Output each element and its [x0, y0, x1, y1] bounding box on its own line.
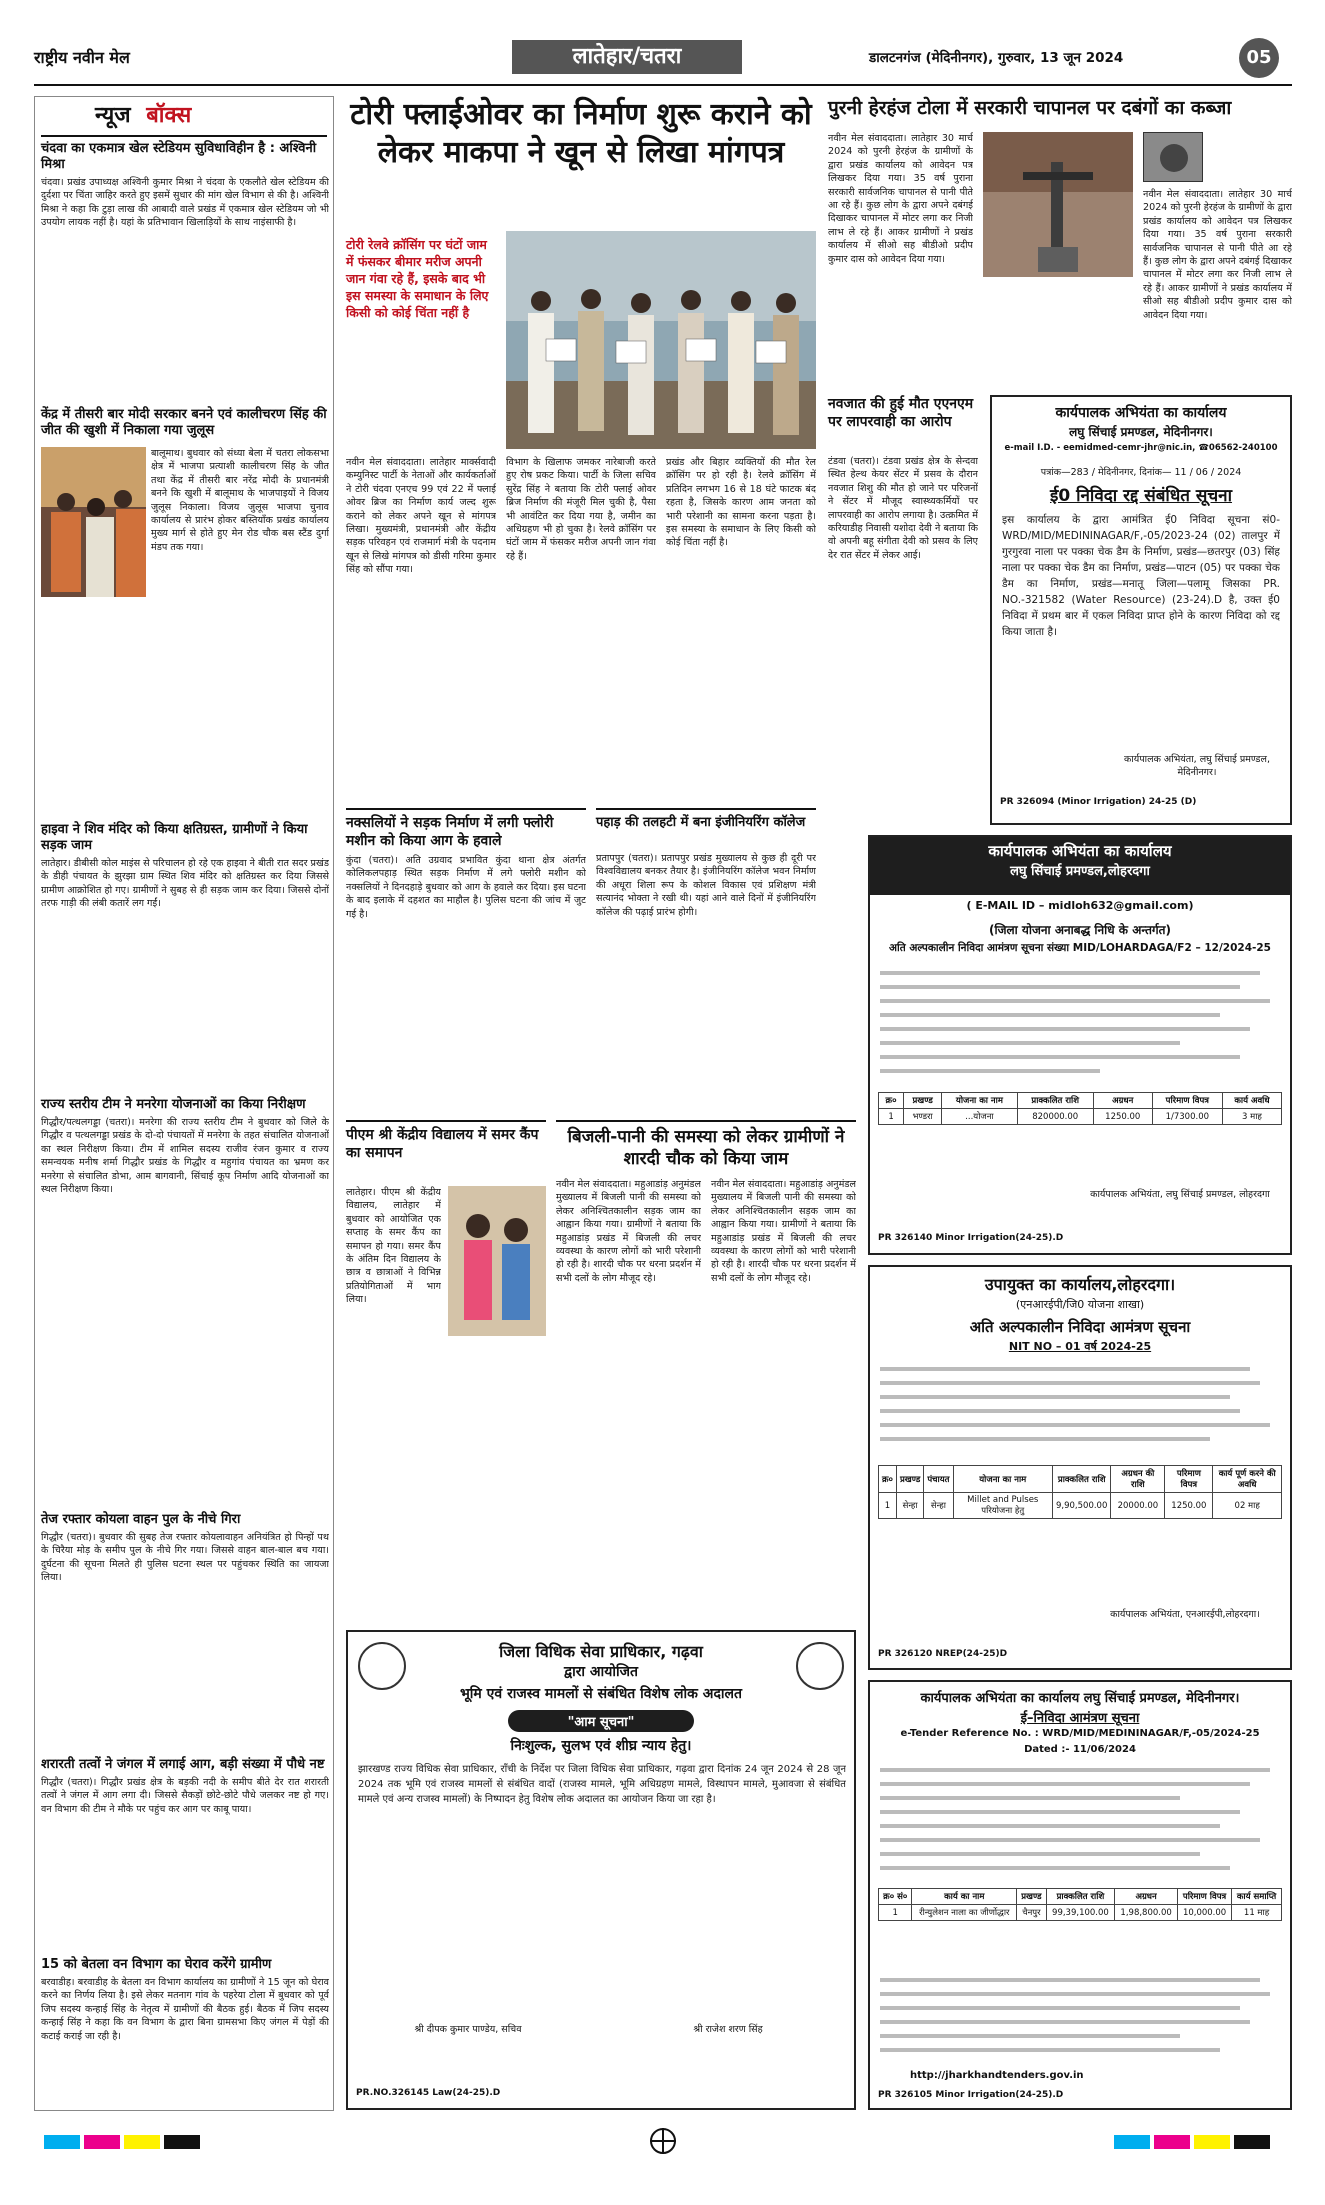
swatch-yellow [1194, 2135, 1230, 2149]
news-item-3 [41, 822, 329, 1082]
story-college-body: प्रतापपुर (चतरा)। प्रतापपुर प्रखंड मुख्यालय से कुछ ही दूरी पर विश्वविद्यालय बनकर तैयार है। इंजीनियरिंग कॉलेज भवन निर्माण की अधूरा शिला रूप के कोशल विकास एवं प्रशिक्षण मंत्री सत्यानंद भोक्ता ने रखी थी। यहां आने वाले दिनों में इंजीनियरिंग कॉलेज की पढ़ाई प्रारंभ होगी। [596, 853, 816, 918]
ad3-pr: PR 326120 NREP(24-25)D [878, 1649, 1008, 1659]
ad2-td: 1250.00 [1093, 1109, 1152, 1125]
ad2-lines [880, 965, 1280, 1085]
news-item-body: लातेहार। डीबीसी कोल माइंस से परिचालन हो रहे एक हाइवा ने बीती रात सदर प्रखंड के डीही पंचायत के झुरझा ग्राम स्थित शिव मंदिर को क्षतिग्रस्त कर दिया जिससे ग्रामीण आक्रोशित हो गए। ग्रामीणों ने सुबह से ही सड़क जाम कर दिया। जिससे दोनों तरफ गाड़ी की लंबी कतारें लग गईं। [41, 858, 329, 910]
ad2-text-lines [880, 965, 1280, 1085]
ad3-td: 9,90,500.00 [1053, 1493, 1111, 1519]
chapanal-photo [983, 132, 1133, 277]
story-college [596, 808, 816, 1108]
ad5-th: कार्य का नाम [912, 1889, 1017, 1905]
ad2-td: भण्डरा [904, 1109, 942, 1125]
ad2-th: प्राक्कलित राशि [1017, 1093, 1093, 1109]
ad1-patrank: पत्रांक—283 / मेदिनीनगर, दिनांक— 11 / 06 / 2024 [1040, 467, 1242, 478]
ad3-table [878, 1465, 1282, 1519]
ad2-th: योजना का नाम [942, 1093, 1017, 1109]
news-item-head: हाइवा ने शिव मंदिर को किया क्षतिग्रस्त, ग्रामीणों ने किया सड़क जाम [41, 822, 308, 853]
story-newborn-body: टंडवा (चतरा)। टंडवा प्रखंड क्षेत्र के सेन्दवा स्थित हेल्थ केयर सेंटर में प्रसव के दौरान नवजात शिशु की मौत हो जाने पर परिजनों ने सेंटर में मौजूद स्वास्थ्यकर्मियों पर लापरवाही का आरोप लगाया है। उत्क्रमित में करियाडीह निवासी यशोदा देवी ने बताया कि वो अपनी बहू संगीता देवी को प्रसव के लिए देर रात सेंटर में लेकर आई। [828, 456, 978, 561]
ad4-sign-2: श्री राजेश शरण सिंह [693, 2024, 763, 2035]
ad4-notice-label: "आम सूचना" [508, 1710, 694, 1732]
ad3-th: अग्रधन की राशि [1111, 1466, 1165, 1493]
ad4-tagline: निःशुल्क, सुलभ एवं शीघ्र न्याय हेतु। [510, 1738, 692, 1754]
ad1-pr: PR 326094 (Minor Irrigation) 24-25 (D) [1000, 797, 1197, 807]
news-item-6 [41, 1757, 329, 1947]
swatch-magenta [84, 2135, 120, 2149]
masthead [34, 38, 1292, 86]
news-item-7 [41, 1957, 329, 2107]
ad3-nit: NIT NO – 01 वर्ष 2024-25 [1008, 1340, 1152, 1353]
masthead-rule [34, 84, 1292, 86]
ad4-pr: PR.NO.326145 Law(24-25).D [356, 2088, 501, 2098]
ad3-td: सेन्हा [924, 1493, 953, 1519]
ad5-td: रीन्युलेशन नाला का जीर्णोद्धार [912, 1905, 1017, 1921]
ad5-td: चैनपुर [1017, 1905, 1046, 1921]
ad3-title: अति अल्पकालीन निविदा आमंत्रण सूचना [969, 1318, 1191, 1336]
ad4-sign-1: श्री दीपक कुमार पाण्डेय, सचिव [414, 2024, 522, 2035]
ad3-th: कार्य पूर्ण करने की अवधि [1213, 1466, 1282, 1493]
ad5-td: 99,39,100.00 [1046, 1905, 1115, 1921]
ad2-pr: PR 326140 Minor Irrigation(24-25).D [878, 1233, 1064, 1243]
page-number: 05 [1239, 38, 1279, 78]
ad-e-tender [868, 1680, 1292, 2110]
story-electricity-headline: बिजली-पानी की समस्या को लेकर ग्रामीणों ने शारदी चौक को किया जाम [567, 1127, 845, 1169]
ad3-th: योजना का नाम [953, 1466, 1052, 1493]
paper-name: राष्ट्रीय नवीन मेल [34, 48, 130, 67]
ad-lohardaga-tender [868, 835, 1292, 1255]
ad2-th: परिमाण विपत्र [1152, 1093, 1222, 1109]
story-summer-camp-headline: पीएम श्री केंद्रीय विद्यालय में समर कैंप का समापन [346, 1127, 539, 1161]
ad5-th: अग्रधन [1115, 1889, 1178, 1905]
ad2-td: ...योजना [942, 1109, 1017, 1125]
ad2-sub: लघु सिंचाई प्रमण्डल,लोहरदगा [1010, 864, 1150, 879]
ad3-th: पंचायत [924, 1466, 953, 1493]
section-title: लातेहार/चतरा [512, 40, 742, 74]
swatch-cyan [1114, 2135, 1150, 2149]
ad5-dated: Dated :- 11/06/2024 [1024, 1744, 1136, 1755]
ad5-th: कार्य समाप्ति [1232, 1889, 1282, 1905]
news-item-body: गिद्धौर (चतरा)। बुधवार की सुबह तेज रफ्तार कोयलावाहन अनियंत्रित हो पिन्हों पथ के चिरैया मोड़ के समीप पुल के नीचे गिर गया। जिससे वाहन बाल-बाल बच गया। दुर्घटना की सूचना मिलते ही पुलिस घटना स्थल पर पहुंचकर स्थिति का जायजा लिया। [41, 1532, 329, 1584]
pump-inset-photo [1143, 132, 1203, 182]
ad3-dept: उपायुक्त का कार्यालय,लोहरदगा। [984, 1275, 1176, 1294]
ad3-lines [880, 1361, 1280, 1461]
news-box-title-right: बॉक्स [146, 103, 192, 128]
story-naxal [346, 808, 586, 1108]
story-naxal-body: कुंदा (चतरा)। अति उग्रवाद प्रभावित कुंदा थाना क्षेत्र अंतर्गत कोलिकलपहाड़ स्थित सड़क निर्माण में लगे फ्लोरी मशीन को नक्सलियों ने दिनदहाड़े बुधवार को आग के हवाले कर दिया। इस घटना के बाद इलाके में दहशत का माहौल है। पुलिस घटना की जांच में जुट गई है। [346, 855, 586, 920]
ad3-td: 20000.00 [1111, 1493, 1165, 1519]
pump-inset-image [1144, 133, 1203, 182]
news-item-4 [41, 1097, 329, 1497]
ad2-th: अग्रधन [1093, 1093, 1152, 1109]
ad5-pr: PR 326105 Minor Irrigation(24-25).D [878, 2090, 1064, 2100]
ad2-td: 820000.00 [1017, 1109, 1093, 1125]
ad2-td: 1/7300.00 [1152, 1109, 1222, 1125]
story-electricity-body-2: नवीन मेल संवाददाता। महुआडांड़ अनुमंडल मुख्यालय में बिजली पानी की समस्या को लेकर अनिश्चितकालीन सड़क जाम का आह्वान किया गया। ग्रामीणों ने बताया कि महुआडांड़ प्रखंड में बिजली की लचर व्यवस्था के कारण लोगों को भारी परेशानी हो रही है। शारदी चौक पर धरना प्रदर्शन में सभी दलों के लोग मौजूद रहे। [711, 1179, 856, 1284]
ad-cancel-notice [990, 395, 1292, 825]
news-item-head: तेज रफ्तार कोयला वाहन पुल के नीचे गिरा [41, 1512, 241, 1527]
news-box-title [95, 101, 191, 131]
registration-mark-icon [650, 2128, 676, 2154]
ad2-email: ( E-MAIL ID – midloh632@gmail.com) [966, 899, 1194, 912]
story-chapanal [828, 96, 1292, 386]
rally-photo-image [41, 447, 146, 597]
ad3-td: 02 माह [1213, 1493, 1282, 1519]
rally-photo [41, 447, 146, 597]
ad2-th: प्रखण्ड [904, 1093, 942, 1109]
ad2-sign: कार्यपालक अभियंता, लघु सिंचाई प्रमण्डल, लोहरदगा [1090, 1189, 1270, 1200]
swatch-black [1234, 2135, 1270, 2149]
ad4-line3: भूमि एवं राजस्व मामलों से संबंधित विशेष लोक अदालत [459, 1686, 743, 1702]
lead-body-col-1: नवीन मेल संवाददाता। लातेहार मार्क्सवादी कम्युनिस्ट पार्टी के नेताओं और कार्यकर्ताओं ने टोरी चंदवा एनएच 99 एवं 22 में फ्लाई ओवर ब्रिज का निर्माण कार्य जल्द शुरू कराने को लेकर अपने खून से मांगपत्र लिखा। मुख्यमंत्री, प्रधानमंत्री और केंद्रीय सड़क परिवहन एवं राजमार्ग मंत्री के पदनाम खून से लिखे मांगपत्र को डीसी गरिमा कुमार सिंह को सौंपा गया। [346, 457, 496, 576]
story-chapanal-body-2: नवीन मेल संवाददाता। लातेहार 30 मार्च 2024 को पुरनी हेरहंज के ग्रामीणों के द्वारा प्रखंड कार्यालय को आवेदन पत्र लिखकर दिया गया। 35 वर्ष पुराना सरकारी सार्वजनिक चापानल से पानी पीते आ रहे हैं। कुछ लोग के द्वारा अपने दबंगई दिखाकर चापानल में मोटर लगा कर निजी लाभ ले रहे हैं। आकर ग्रामीणों ने प्रखंड कार्यालय में सीओ सह बीडीओ प्रदीप कुमार दास को आवेदन दिया गया। [1143, 189, 1292, 321]
ad5-th: परिमाण विपत्र [1178, 1889, 1232, 1905]
ad-nrep-tender [868, 1265, 1292, 1670]
news-box-rule [41, 135, 327, 137]
ad3-td: सेन्हा [896, 1493, 923, 1519]
story-college-headline: पहाड़ की तलहटी में बना इंजीनियरिंग कॉलेज [596, 815, 806, 830]
ad2-th: क्र० [879, 1093, 904, 1109]
ad1-title: ई0 निविदा रद्द संबंधित सूचना [1049, 486, 1233, 506]
ad2-dept: कार्यपालक अभियंता का कार्यालय [988, 842, 1172, 860]
swatch-black [164, 2135, 200, 2149]
ad3-text-lines [880, 1361, 1280, 1461]
story-chapanal-body: नवीन मेल संवाददाता। लातेहार 30 मार्च 2024 को पुरनी हेरहंज के ग्रामीणों के द्वारा प्रखंड कार्यालय को आवेदन पत्र लिखकर दिया गया। 35 वर्ष पुराना सरकारी सार्वजनिक चापानल से पानी पीते आ रहे हैं। कुछ लोग के द्वारा अपने दबंगई दिखाकर चापानल में मोटर लगा कर निजी लाभ ले रहे हैं। आकर ग्रामीणों ने प्रखंड कार्यालय में सीओ सह बीडीओ प्रदीप कुमार दास को आवेदन दिया गया। [828, 133, 973, 265]
ad5-text-lines-2 [880, 1972, 1280, 2072]
ad1-dept: कार्यपालक अभियंता का कार्यालय [1055, 405, 1227, 421]
ad5-ref: e-Tender Reference No. : WRD/MID/MEDININAGAR/F,-05/2024-25 [900, 1728, 1260, 1739]
ad1-body: इस कार्यालय के द्वारा आमंत्रित ई0 निविदा सूचना सं0-WRD/MID/MEDININAGAR/F,-05/2023-24 (02) तालपुर में गुरगुरवा नाला पर पक्का चेक डैम के निर्माण, प्रखंड—छतरपुर (03) सिंह नाला पर पक्का चेक डैम का निर्माण, प्रखंड—पाटन (05) पर पक्का चेक डैम का निर्माण, प्रखंड—मनातू जिला—पलामू जिसका PR. NO.-321582 (Water Resource) (23-24).D है, उक्त ई0 निविदा में प्रथम बार में एकल निविदा प्राप्त होने के कारण निविदा को रद्द किया जाता है। [1002, 514, 1280, 638]
ad3-td: 1250.00 [1165, 1493, 1213, 1519]
ad2-td: 1 [879, 1109, 904, 1125]
ad4-emblem [358, 1642, 406, 1690]
ad5-lines [880, 1762, 1280, 1882]
students-photo-image [448, 1186, 546, 1336]
lead-headline: टोरी फ्लाईओवर का निर्माण शुरू कराने को लेकर माकपा ने खून से लिखा मांगपत्र [350, 97, 812, 170]
ad5-th: प्राक्कलित राशि [1046, 1889, 1115, 1905]
swatch-cyan [44, 2135, 80, 2149]
ad5-lines-2 [880, 1972, 1280, 2072]
ad1-sub: लघु सिंचाई प्रमण्डल, मेदिनीनगर। [1069, 425, 1213, 439]
ad3-sign: कार्यपालक अभियंता, एनआरईपी,लोहरदगा। [1110, 1609, 1260, 1620]
lead-body-col-2: विभाग के खिलाफ जमकर नारेबाजी करते हुए रोष प्रकट किया। पार्टी के जिला सचिव सुरेंद्र सिंह ने बताया कि टोरी फ्लाई ओवर ब्रिज निर्माण की मंजूरी मिल चुकी है, पैसा भी आवंटित कर दिया गया है, जमीन का अधिग्रहण भी हो चुका है। रेलवे क्रॉसिंग पर घंटों जाम में फंसकर मरीज अपनी जान गंवा रहे हैं। [506, 457, 656, 562]
news-box-title-left: न्यूज [95, 103, 131, 128]
news-item-head: 15 को बेतला वन विभाग का घेराव करेंगे ग्रामीण [41, 1957, 272, 1972]
ad3-td: Millet and Pulses परियोजना हेतु [953, 1493, 1052, 1519]
summer-camp-photo [448, 1186, 546, 1336]
handpump-photo-image [983, 132, 1133, 277]
ad2-scheme: (जिला योजना अनाबद्ध निधि के अन्तर्गत) [988, 923, 1171, 937]
ad1-sign: कार्यपालक अभियंता, लघु सिंचाई प्रमण्डल, मेदिनीनगर। [1124, 754, 1270, 778]
news-item-head: चंदवा का एकमात्र खेल स्टेडियम सुविधाविहीन है : अश्विनी मिश्रा [41, 141, 317, 172]
ad3-th: प्रखण्ड [896, 1466, 923, 1493]
story-newborn-headline: नवजात की हुई मौत एएनएम पर लापरवाही का आरोप [828, 396, 974, 430]
news-item-head: राज्य स्तरीय टीम ने मनरेगा योजनाओं का किया निरीक्षण [41, 1097, 306, 1112]
color-bar [34, 2130, 1292, 2154]
news-box [34, 96, 334, 2111]
swatch-magenta [1154, 2135, 1190, 2149]
ad-lok-adalat [346, 1630, 856, 2110]
ad5-td: 10,000.00 [1178, 1905, 1232, 1921]
ad5-td: 11 माह [1232, 1905, 1282, 1921]
ad5-td: 1 [879, 1905, 912, 1921]
protest-photo-image [506, 231, 816, 449]
ad4-line2: द्वारा आयोजित [564, 1664, 638, 1680]
ad2-notice: अति अल्पकालीन निविदा आमंत्रण सूचना संख्या MID/LOHARDAGA/F2 – 12/2024-25 [888, 942, 1271, 954]
ad3-th: क्र० [879, 1466, 897, 1493]
lead-highlight: टोरी रेलवे क्रॉसिंग पर घंटों जाम में फंसकर बीमार मरीज अपनी जान गंवा रहे हैं, इसके बाद भी इस समस्या के समाधान के लिए किसी को कोई चिंता नहीं है [346, 237, 489, 320]
ad4-dept: जिला विधिक सेवा प्राधिकार, गढ़वा [499, 1642, 703, 1661]
ad5-th: क्र० सं० [879, 1889, 912, 1905]
story-summer-camp [346, 1120, 546, 1620]
ad2-header [870, 837, 1290, 895]
swatch-yellow [124, 2135, 160, 2149]
ad3-th: प्राक्कलित राशि [1053, 1466, 1111, 1493]
news-item-5 [41, 1512, 329, 1742]
ad3-td: 1 [879, 1493, 897, 1519]
story-naxal-headline: नक्सलियों ने सड़क निर्माण में लगी फ्लोरी मशीन को किया आग के हवाले [346, 815, 554, 849]
story-chapanal-headline: पुरनी हेरहंज टोला में सरकारी चापानल पर दबंगों का कब्जा [828, 97, 1232, 119]
news-item-body: चंदवा। प्रखंड उपाध्यक्ष अश्विनी कुमार मिश्रा ने चंदवा के एकलौते खेल स्टेडियम की दुर्दशा पर चिंता जाहिर करते हुए इसमें सुधार की मांग खेल विभाग से की है। अश्विनी मिश्रा ने कहा कि टुड़ा लाख की आबादी वाले प्रखंड में एकमात्र खेल स्टेडियम जो भी उपयोग लायक नहीं है। यहां के प्रतिभावान खिलाड़ियों के साथ नाइंसाफी है। [41, 177, 329, 229]
news-item-body: बालूमाथ। बुधवार को संध्या बेला में चतरा लोकसभा क्षेत्र में भाजपा प्रत्याशी कालीचरण सिंह के जीत तथा केंद्र में तीसरी बार नरेंद्र मोदी के प्रधानमंत्री बनने कि खुशी में बालूमाथ के भाजपाइयों ने विजय जुलूस निकाला। विजय जुलूस भाजपा चुनाव कार्यालय से प्रारंभ होकर बस्तियाँक प्रखंड कार्यालय मुख्य मार्ग से होते हुए मेन रोड चौक बस स्टैंड दुर्गा मंडप तक गया। [151, 448, 329, 553]
story-newborn [828, 395, 978, 875]
ad3-sub: (एनआरईपी/जि0 योजना शाखा) [1015, 1298, 1145, 1311]
ad2-td: 3 माह [1222, 1109, 1281, 1125]
news-item-head: शरारती तत्वों ने जंगल में लगाई आग, बड़ी संख्या में पौधे नष्ट [41, 1757, 325, 1772]
ad5-dept: कार्यपालक अभियंता का कार्यालय लघु सिंचाई प्रमण्डल, मेदिनीनगर। [920, 1691, 1240, 1706]
ad5-text-lines [880, 1762, 1280, 1882]
ad3-th: परिमाण विपत्र [1165, 1466, 1213, 1493]
ad5-url[interactable]: http://jharkhandtenders.gov.in [910, 2070, 1084, 2081]
ad5-th: प्रखण्ड [1017, 1889, 1046, 1905]
news-item-1 [41, 141, 329, 391]
ad5-title: ई–निविदा आमंत्रण सूचना [1020, 1711, 1140, 1726]
story-electricity [556, 1120, 856, 1620]
ad4-body: झारखण्ड राज्य विधिक सेवा प्राधिकार, राँची के निर्देश पर जिला विधिक सेवा प्राधिकार, गढ़वा द्वारा दिनांक 24 जून 2024 से 28 जून 2024 तक भूमि एवं राजस्व मामलों से संबंधित वादों (राजस्व मामले, भूमि अधिग्रहण मामले, विस्थापन मामले, मुआवजा से संबंधित मामले एवं अन्य राजस्व मामलों) के निष्पादन हेतु विशेष लोक अदालत का आयोजन किया जा रहा है। [358, 1764, 846, 1805]
news-item-2 [41, 407, 329, 807]
news-item-head: केंद्र में तीसरी बार मोदी सरकार बनने एवं कालीचरण सिंह की जीत की खुशी में निकाला गया जुलूस [41, 407, 327, 438]
lead-story [346, 96, 816, 796]
lead-photo [506, 231, 816, 449]
news-item-body: गिद्धौर/पत्थलगड्डा (चतरा)। मनरेगा की राज्य स्तरीय टीम ने बुधवार को जिले के गिद्धौर व पत्थलगड्डा प्रखंड के दो-दो पंचायतों में मनरेगा के तहत संचालित योजनाओं का स्थल निरीक्षण किया। टीम में शामिल सदस्य राजीव रंजन कुमार व राज्य समन्वयक मनीष शर्मा गिद्धौर प्रखंड के गिद्धौर व महुगांव पंचायत का भ्रमण कर मनरेगा से संचालित डोभा, आम बागवानी, सिंचाई कूप निर्माण आदि योजनाओं का स्थल निरीक्षण किया। [41, 1117, 329, 1196]
ad1-email: e-mail I.D. - eemidmed-cemr-jhr@nic.in, ☎06562-240100 [1004, 443, 1278, 453]
ad5-table [878, 1888, 1282, 1921]
ad2-th: कार्य अवधि [1222, 1093, 1281, 1109]
ad4-emblem-right [796, 1642, 844, 1690]
news-item-body: बरवाडीह। बरवाडीह के बेतला वन विभाग कार्यालय का ग्रामीणों ने 15 जून को घेराव करने का निर्णय लिया है। इसे लेकर मतनाग गांव के पहरेया टोला में बुधवार को पूर्व जिप सदस्य कन्हाई सिंह के नेतृत्व में ग्रामीणों की बैठक हुई। बैठक में जिप सदस्य कन्हाई सिंह ने कहा कि वन विभाग के द्वारा बिना ग्रामसभा किए जंगल में पेड़ों की कटाई कराई जा रही है। [41, 1977, 329, 2042]
ad2-table [878, 1092, 1282, 1125]
lead-body-col-3: प्रखंड और बिहार व्यक्तियों की मौत रेल क्रॉसिंग पर हो रही है। रेलवे क्रॉसिंग में प्रतिदिन लगभग 16 से 18 घंटे फाटक बंद रहता है, जिसके कारण आम जनता को भारी परेशानी का सामना करना पड़ता है। इस समस्या के समाधान के लिए किसी को कोई चिंता नहीं है। [666, 457, 816, 549]
dateline: डालटनगंज (मेदिनीनगर), गुरुवार, 13 जून 2024 [869, 50, 1124, 66]
ad5-td: 1,98,800.00 [1115, 1905, 1178, 1921]
news-item-body: गिद्धौर (चतरा)। गिद्धौर प्रखंड क्षेत्र के बड़की नदी के समीप बीते देर रात शरारती तत्वों ने जंगल में आग लगा दी। जिससे सैकड़ों छोटे-छोटे पौधे जलकर नष्ट हो गए। वन विभाग की टीम ने मौके पर पहुंच कर आग पर काबू पाया। [41, 1777, 329, 1815]
story-summer-camp-body: लातेहार। पीएम श्री केंद्रीय विद्यालय, लातेहार में बुधवार को आयोजित एक सप्ताह के समर कैंप का समापन हो गया। समर कैंप के अंतिम दिन विद्यालय के छात्र व छात्राओं ने विभिन्न प्रतियोगिताओं में भाग लिया। [346, 1187, 441, 1306]
story-electricity-body-1: नवीन मेल संवाददाता। महुआडांड़ अनुमंडल मुख्यालय में बिजली पानी की समस्या को लेकर अनिश्चितकालीन सड़क जाम का आह्वान किया गया। ग्रामीणों ने बताया कि महुआडांड़ प्रखंड में बिजली की लचर व्यवस्था के कारण लोगों को भारी परेशानी हो रही है। शारदी चौक पर धरना प्रदर्शन में सभी दलों के लोग मौजूद रहे। [556, 1179, 701, 1284]
